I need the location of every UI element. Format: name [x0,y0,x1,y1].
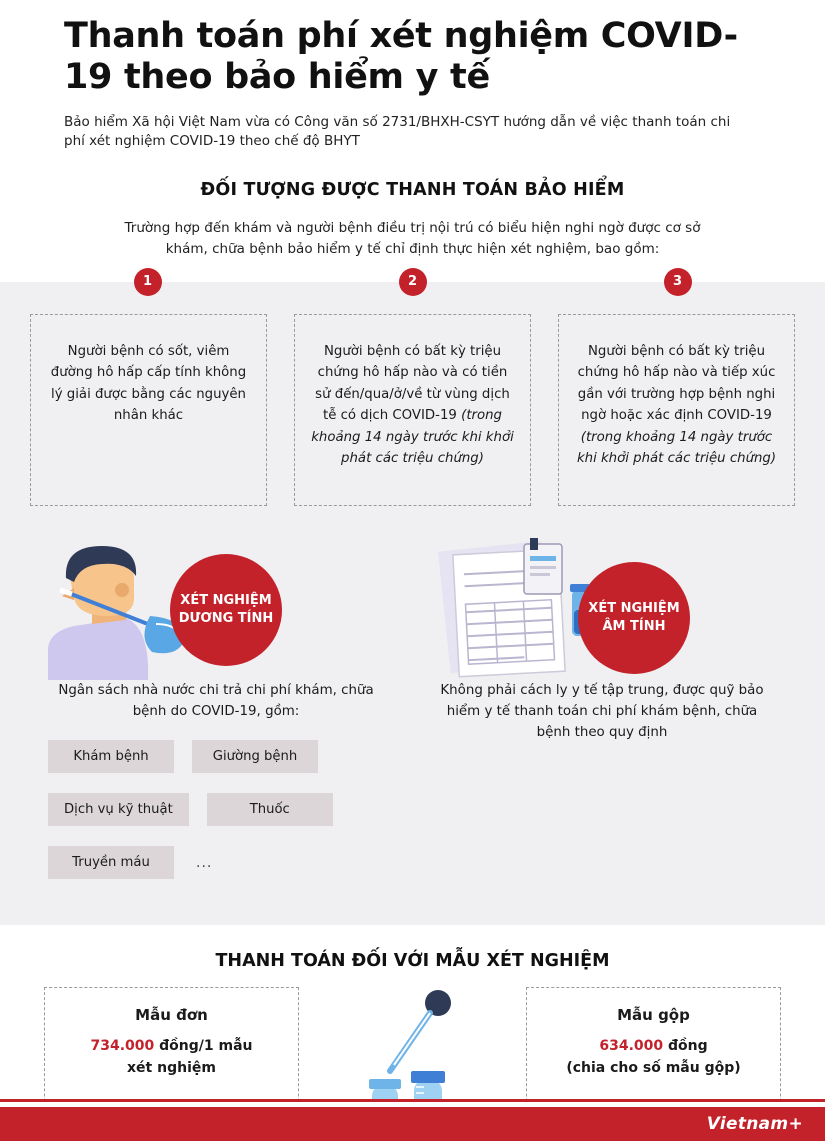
pooled-sample-detail: (chia cho số mẫu gộp) [566,1060,741,1077]
section-intro: Trường hợp đến khám và người bệnh điều trị nội trú có biểu hiện nghi ngờ được cơ sở khám, chữa bệnh bảo hiểm y tế chỉ định thực hiện xét nghiệm, bao gồm: [124,219,701,257]
service-chip-thuoc: Thuốc [207,793,333,826]
criteria-badges [30,268,795,296]
single-sample-unit: đồng/1 mẫu [159,1038,253,1055]
service-chip-kham-benh: Khám bệnh [48,740,174,773]
single-sample-detail: xét nghiệm [127,1060,216,1077]
badge-number-2: 2 [399,268,427,296]
single-sample-amount [55,1036,288,1079]
positive-badge-line2: DƯƠNG TÍNH [178,610,274,626]
covered-services-list [30,740,402,879]
chip-row [48,793,402,826]
chip-row [48,740,402,773]
service-chip-dich-vu-ky-thuat: Dịch vụ kỹ thuật [48,793,189,826]
negative-badge-line1: XÉT NGHIỆM [588,601,680,617]
negative-column [412,532,792,900]
footer-bar [0,1107,825,1141]
page-header [0,0,825,152]
positive-column [30,532,402,900]
criteria-cards [30,314,795,506]
results-split [30,532,795,900]
page-title: Thanh toán phí xét nghiệm COVID-19 theo bảo hiểm y tế [64,16,738,98]
service-chip-ellipsis: ... [196,854,213,871]
swab-illustration [30,532,402,680]
chip-row [48,846,402,879]
page-subtitle: Bảo hiểm Xã hội Việt Nam vừa có Công văn số 2731/BHXH-CSYT hướng dẫn về việc thanh toán chi phí xét nghiệm COVID-19 theo chế độ BHYT [64,113,731,150]
service-chip-giuong-benh: Giường bệnh [192,740,318,773]
criteria-card-text: Người bệnh có bất kỳ triệu chứng hô hấp nào và tiếp xúc gần với trường hợp bệnh nghi ngờ hoặc xác định COVID-19 [577,343,776,424]
criteria-card-note: (trong khoảng 14 ngày trước khi khởi phát các triệu chứng) [311,408,514,467]
negative-result-badge [578,562,690,674]
positive-result-badge [170,554,282,666]
single-sample-title: Mẫu đơn [135,1006,208,1025]
badge-wrap-1 [30,268,265,296]
criteria-card [30,314,267,506]
payment-heading: THANH TOÁN ĐỐI VỚI MẪU XÉT NGHIỆM [215,951,610,972]
criteria-card-note: (trong khoảng 14 ngày trước khi khởi phát các triệu chứng) [576,429,777,467]
footer-brand: Vietnam+ [706,1114,803,1134]
criteria-card [294,314,531,506]
section-heading: ĐỐI TƯỢNG ĐƯỢC THANH TOÁN BẢO HIỂM [200,179,625,200]
service-chip-truyen-mau: Truyền máu [48,846,174,879]
document-illustration [412,532,792,680]
single-sample-value: 734.000 [90,1038,155,1055]
criteria-card [558,314,795,506]
pooled-sample-title: Mẫu gộp [617,1006,690,1025]
negative-badge-line2: ÂM TÍNH [602,618,666,634]
negative-caption: Không phải cách ly y tế tập trung, được quỹ bảo hiểm y tế thanh toán chi phí khám bệnh, chữa bệnh theo quy định [440,682,764,741]
criteria-card-text: Người bệnh có sốt, viêm đường hô hấp cấp tính không lý giải được bằng các nguyên nhân khác [50,343,247,424]
criteria-panel [0,274,825,926]
badge-wrap-2 [295,268,530,296]
badge-number-1: 1 [134,268,162,296]
pooled-sample-amount [537,1036,770,1079]
pooled-sample-value: 634.000 [599,1038,664,1055]
pooled-sample-unit: đồng [668,1038,708,1055]
positive-caption: Ngân sách nhà nước chi trả chi phí khám, chữa bệnh do COVID-19, gồm: [58,682,374,719]
badge-wrap-3 [560,268,795,296]
criteria-card-text: Người bệnh có bất kỳ triệu chứng hô hấp nào và có tiền sử đến/qua/ở/về từ vùng dịch tễ có dịch COVID-19 [315,343,510,424]
badge-number-3: 3 [664,268,692,296]
positive-badge-line1: XÉT NGHIỆM [180,593,272,609]
